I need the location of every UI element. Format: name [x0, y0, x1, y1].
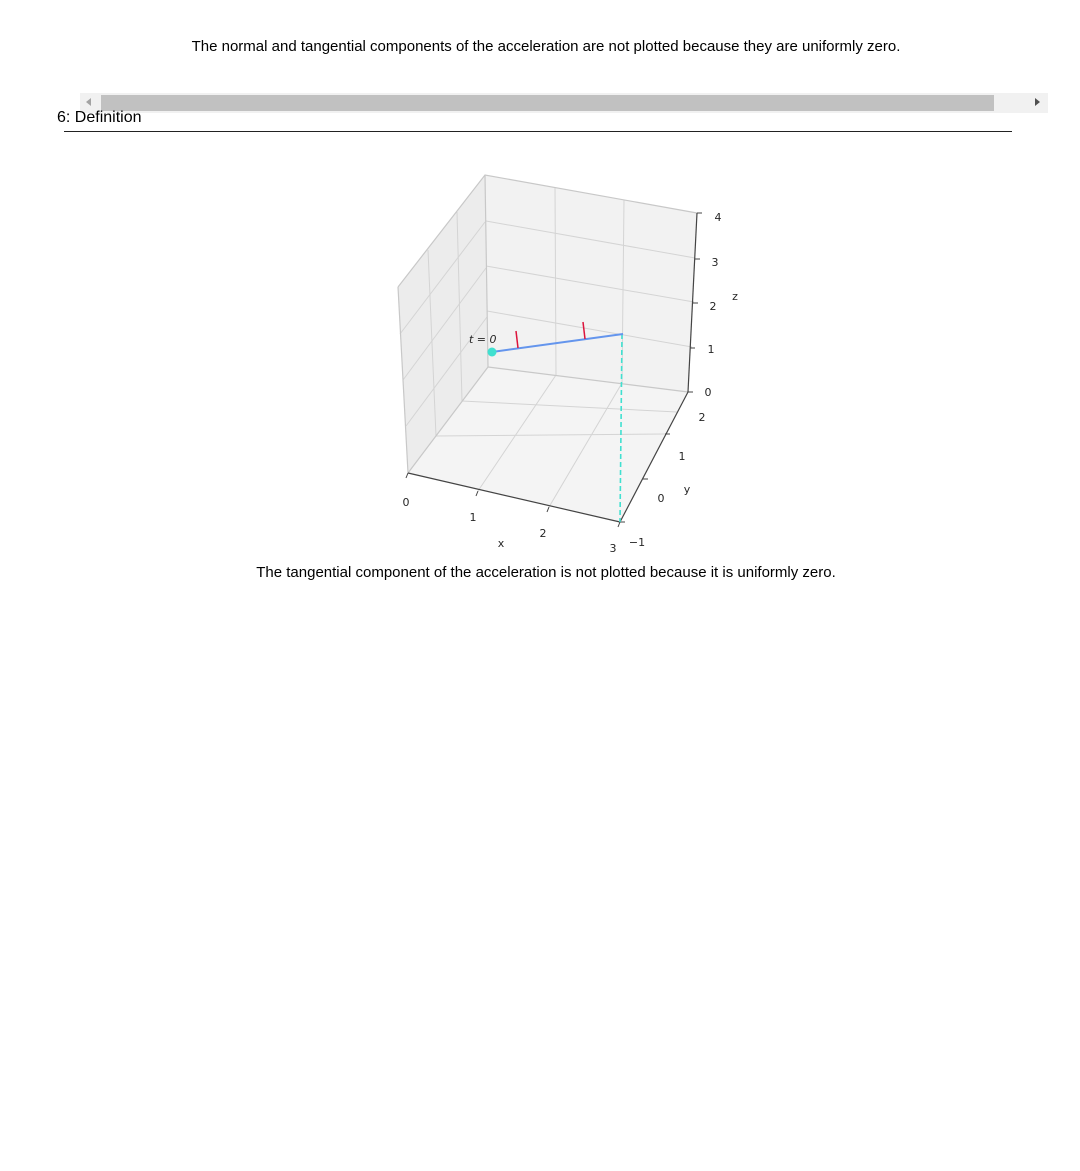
z-tick-label: 1 — [707, 343, 715, 356]
section-heading: 6: Definition — [57, 109, 142, 126]
y-tick-label: −1 — [628, 536, 646, 549]
start-point-marker — [488, 348, 497, 357]
z-tick-label: 0 — [704, 386, 712, 399]
trajectory-3d-plot — [0, 0, 1080, 560]
z-axis-label: z — [732, 290, 738, 303]
x-tick-label: 1 — [469, 511, 477, 524]
z-tick-label: 2 — [709, 300, 717, 313]
z-tick-label: 4 — [714, 211, 722, 224]
start-label: t = 0 — [469, 333, 497, 346]
y-tick-label: 1 — [678, 450, 686, 463]
bottom-caption: The tangential component of the acceleration is not plotted because it is uniformly zero. — [256, 564, 836, 581]
x-axis-label: x — [497, 537, 505, 550]
top-caption: The normal and tangential components of the acceleration are not plotted because they are uniformly zero. — [191, 38, 901, 55]
x-tick-label: 2 — [539, 527, 547, 540]
x-tick-label: 0 — [402, 496, 410, 509]
y-tick-label: 0 — [657, 492, 665, 505]
z-tick-label: 3 — [711, 256, 719, 269]
y-axis-label: y — [683, 483, 691, 496]
x-tick-label: 3 — [609, 542, 617, 555]
y-tick-label: 2 — [698, 411, 706, 424]
